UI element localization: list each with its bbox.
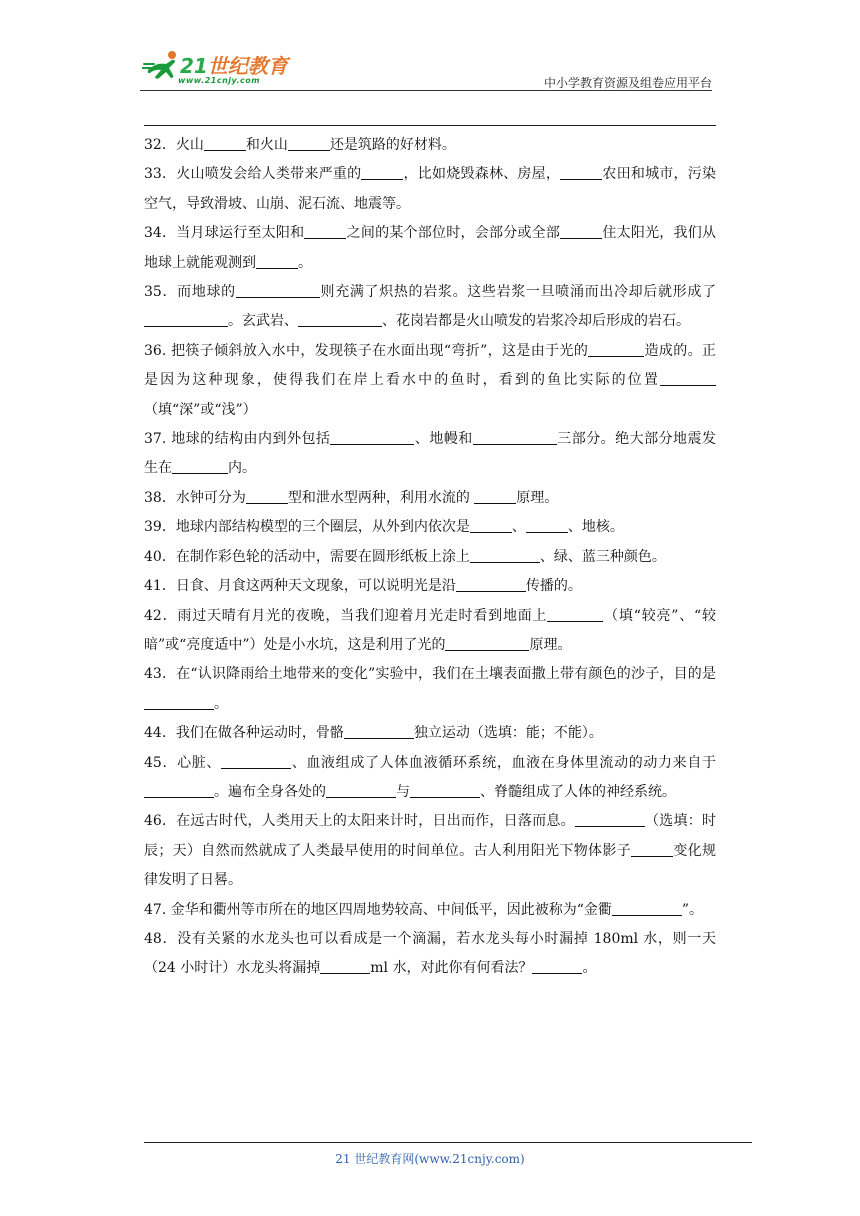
runner-logo-icon — [142, 48, 182, 88]
logo-wordmark — [180, 50, 288, 79]
question-q42 — [144, 602, 716, 661]
page-footer[interactable]: 21 世纪教育网(www.21cnjy.com) — [335, 1152, 525, 1166]
question-q45 — [144, 749, 716, 808]
question-q34 — [144, 219, 716, 278]
question-text: 、脊髓组成了人体的神经系统。 — [480, 783, 676, 800]
content-top-divider — [144, 125, 716, 126]
question-q40 — [144, 543, 716, 572]
page-header — [140, 40, 712, 92]
question-text: 40．在制作彩色轮的活动中，需要在圆形纸板上涂上 — [144, 548, 470, 565]
question-q36 — [144, 337, 716, 425]
question-text: 还是筑路的好材料。 — [329, 137, 456, 153]
question-text: 36. 把筷子倾斜放入水中，发现筷子在水面出现“弯折”，这是由于光的 — [144, 342, 589, 359]
answer-blank[interactable] — [445, 636, 529, 651]
answer-blank[interactable] — [344, 724, 414, 739]
question-text: 和火山 — [245, 137, 288, 153]
question-text: 37. 地球的结构由内到外包括 — [144, 431, 331, 448]
question-text: 38．水钟可分为 — [144, 489, 246, 506]
question-text: ，比如烧毁森林、房屋， — [403, 166, 561, 183]
site-slogan: 中小学教育资源及组卷应用平台 — [543, 76, 712, 90]
logo-number: 21 — [180, 54, 208, 78]
question-text: 42．雨过天晴有月光的夜晚，当我们迎着月光走时看到地面上 — [144, 607, 548, 624]
question-text: 型和泄水型两种，利用水流的 — [287, 489, 475, 506]
answer-blank[interactable] — [144, 312, 228, 327]
answer-blank[interactable] — [204, 136, 246, 151]
question-text: 之间的某个部位时，会部分或全部 — [346, 225, 561, 242]
question-q37 — [144, 425, 716, 484]
question-text: （选填：时辰；天）自然而然就成了人类最早使用的时间单位。古人利用阳光下物体影子 — [144, 813, 716, 859]
question-q38 — [144, 484, 716, 513]
question-text: 。 — [214, 695, 228, 712]
answer-blank[interactable] — [470, 548, 540, 563]
answer-blank[interactable] — [236, 283, 320, 298]
answer-blank[interactable] — [575, 812, 645, 827]
question-q48 — [144, 925, 716, 984]
logo-url: www.21cnjy.com — [178, 76, 261, 85]
question-text: 。玄武岩、 — [228, 313, 298, 330]
question-text: 原理。 — [529, 636, 572, 653]
question-text: ”。 — [681, 901, 704, 918]
question-q32 — [144, 131, 716, 160]
answer-blank[interactable] — [526, 518, 568, 533]
question-text: 48．没有关紧的水龙头也可以看成是一个滴漏，若水龙头每小时漏掉 180ml 水，则一天（24 小时计）水龙头将漏掉 — [144, 930, 716, 977]
question-text: 三部分。绝大部分地震发生在 — [144, 431, 716, 477]
answer-blank[interactable] — [560, 165, 602, 180]
question-text: 、绿、蓝三种颜色。 — [539, 548, 666, 565]
question-text: 独立运动（选填：能；不能）。 — [413, 725, 603, 742]
question-text: 原理。 — [516, 489, 559, 506]
question-text: 39．地球内部结构模型的三个圈层，从外到内依次是 — [144, 519, 470, 536]
question-text: 内。 — [228, 460, 256, 477]
question-text: 43．在“认识降雨给土地带来的变化”实验中，我们在土壤表面撒上带有颜色的沙子，目的是 — [144, 666, 716, 683]
answer-blank[interactable] — [221, 754, 291, 769]
answer-blank[interactable] — [470, 518, 512, 533]
answer-blank[interactable] — [246, 489, 288, 504]
question-text: 、花岗岩都是火山喷发的岩浆冷却后形成的岩石。 — [382, 313, 690, 330]
question-text: 、 — [511, 519, 526, 536]
question-list — [144, 131, 716, 984]
question-q39 — [144, 513, 716, 542]
question-text: 47. 金华和衢州等市所在的地区四周地势较高、中间低平，因此被称为“金衢 — [144, 901, 612, 918]
question-text: 46．在远古时代，人类用天上的太阳来计时，日出而作，日落而息。 — [144, 813, 575, 830]
question-text: 33．火山喷发会给人类带来严重的 — [144, 166, 362, 183]
answer-blank[interactable] — [473, 430, 557, 445]
answer-blank[interactable] — [410, 783, 480, 798]
footer-divider — [144, 1142, 752, 1143]
answer-blank[interactable] — [588, 342, 644, 357]
answer-blank[interactable] — [144, 695, 214, 710]
answer-blank[interactable] — [560, 224, 602, 239]
answer-blank[interactable] — [532, 959, 582, 974]
site-logo[interactable] — [140, 48, 310, 90]
question-text: 造成的。正是因为这种现象，使得我们在岸上看水中的鱼时，看到的鱼比实际的位置 — [144, 342, 717, 389]
question-text: 变化规律发明了日晷。 — [144, 842, 717, 889]
question-q43 — [144, 660, 716, 719]
question-text: （填“深”或“浅”） — [144, 401, 257, 418]
question-text: 41．日食、月食这两种天文现象，可以说明光是沿 — [144, 578, 456, 595]
question-text: 。 — [582, 960, 597, 977]
question-text: 、血液组成了人体血液循环系统，血液在身体里流动的动力来自于 — [291, 754, 716, 771]
question-q33 — [144, 160, 716, 219]
answer-blank[interactable] — [612, 901, 682, 916]
question-text: 。遍布全身各处的 — [214, 783, 326, 800]
answer-blank[interactable] — [456, 577, 526, 592]
question-text: （填“较亮”、“较暗”或“亮度适中”）处是小水坑，这是利用了光的 — [144, 607, 716, 653]
answer-blank[interactable] — [256, 254, 298, 269]
question-q46 — [144, 807, 716, 895]
question-text: 传播的。 — [525, 578, 582, 595]
header-divider — [140, 90, 712, 91]
answer-blank[interactable] — [320, 959, 370, 974]
answer-blank[interactable] — [298, 312, 382, 327]
answer-blank[interactable] — [326, 783, 396, 798]
question-q47 — [144, 896, 716, 925]
question-text: 农田和城市，污染空气，导致滑坡、山崩、泥石流、地震等。 — [144, 166, 717, 212]
question-text: 44．我们在做各种运动时，骨骼 — [144, 725, 344, 742]
question-text: 、地核。 — [567, 519, 624, 536]
answer-blank[interactable] — [660, 371, 716, 386]
logo-chinese: 世纪教育 — [207, 54, 288, 78]
question-text: 45．心脏、 — [144, 754, 222, 771]
question-text: 住太阳光，我们从地球上就能观测到 — [144, 225, 717, 271]
answer-blank[interactable] — [361, 165, 403, 180]
answer-blank[interactable] — [172, 459, 228, 474]
question-text: 32．火山 — [144, 137, 204, 153]
question-q44 — [144, 719, 716, 748]
question-text: 、地幔和 — [414, 431, 473, 448]
question-q41 — [144, 572, 716, 601]
answer-blank[interactable] — [631, 842, 673, 857]
question-text: ml 水，对此你有何看法？ — [370, 960, 533, 977]
question-q35 — [144, 278, 716, 337]
answer-blank[interactable] — [330, 430, 414, 445]
answer-blank[interactable] — [474, 489, 516, 504]
answer-blank[interactable] — [304, 224, 346, 239]
question-text: 34．当月球运行至太阳和 — [144, 225, 305, 242]
answer-blank[interactable] — [547, 607, 603, 622]
question-text: 35．而地球的 — [144, 284, 236, 301]
question-text: 与 — [396, 783, 410, 800]
question-text: 。 — [298, 254, 312, 271]
question-text: 则充满了炽热的岩浆。这些岩浆一旦喷涌而出冷却后就形成了 — [319, 284, 716, 301]
answer-blank[interactable] — [288, 136, 330, 151]
answer-blank[interactable] — [144, 783, 214, 798]
